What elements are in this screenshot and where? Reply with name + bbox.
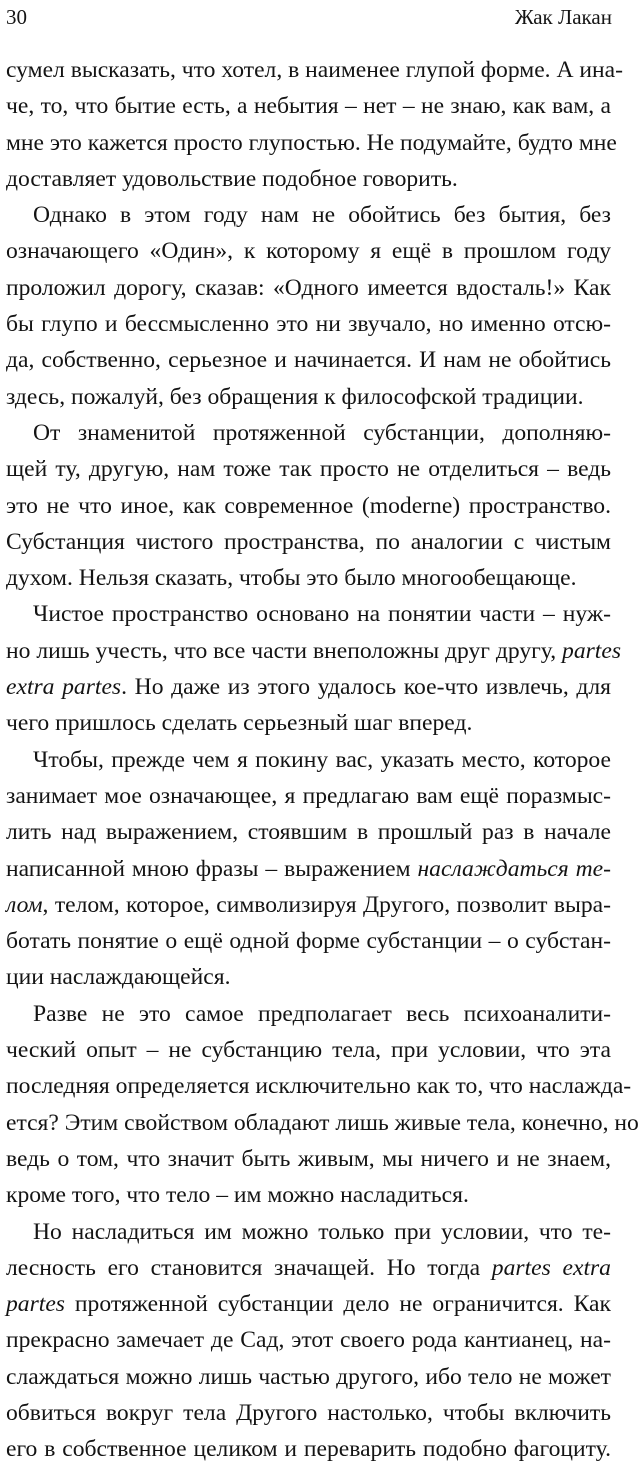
text-line: лить над выражением, стоявшим в прошлый раз в начале xyxy=(6,819,611,846)
running-head-author: Жак Лакан xyxy=(514,5,612,29)
text-line: Чтобы, прежде чем я покину вас, указать место, которое xyxy=(33,746,611,773)
text-line: ботать понятие о ещё одной форме субстанции – о субстан- xyxy=(6,928,611,955)
text-run: написанной мною фразы – выражением xyxy=(6,855,418,882)
italic-phrase: partes xyxy=(562,637,622,664)
text-line: ции наслаждающейся. xyxy=(6,964,231,991)
text-line: означающего «Один», к которому я ещё в прошлом году xyxy=(6,238,611,265)
italic-phrase: лом xyxy=(6,891,43,918)
text-line: мне это кажется просто глупостью. Не подумайте, будто мне xyxy=(6,129,617,156)
text-line: проложил дорогу, сказав: «Одного имеется вдосталь!» Как xyxy=(6,274,611,301)
text-line: чего пришлось сделать серьезный шаг вперед. xyxy=(6,710,473,737)
paragraph xyxy=(6,996,639,1214)
text-line xyxy=(6,1250,611,1286)
paragraph xyxy=(6,1214,611,1468)
text-line: сумел высказать, что хотел, в наименее глупой форме. А ина- xyxy=(6,57,623,83)
text-line xyxy=(6,633,622,669)
text-line xyxy=(6,1286,611,1322)
text-line: щей ту, другую, нам тоже так просто не отделиться – ведь xyxy=(6,456,611,483)
text-run: но лишь учесть, что все части внеположны друг другу, xyxy=(6,637,563,664)
text-line: кроме того, что тело – им можно насладиться. xyxy=(6,1182,469,1209)
paragraph xyxy=(6,415,611,596)
text-line: Субстанция чистого пространства, по аналогии с чистым xyxy=(6,528,611,555)
text-line: Однако в этом году нам не обойтись без бытия, без xyxy=(33,202,611,229)
paragraph xyxy=(6,197,611,415)
text-line: Но насладиться им можно только при условии, что те- xyxy=(33,1218,611,1245)
italic-phrase: extra partes xyxy=(6,674,122,701)
text-line: это не что иное, как современное (moderne) пространство. xyxy=(6,492,611,519)
text-line: его в собственное целиком и переварить подобно фагоциту. xyxy=(6,1436,611,1463)
paragraph xyxy=(6,596,622,741)
text-line xyxy=(6,851,611,887)
italic-phrase: наслаждаться те- xyxy=(417,855,612,882)
italic-phrase: partes xyxy=(6,1291,65,1318)
text-line: Чистое пространство основано на понятии части – нуж- xyxy=(33,601,611,628)
text-line: занимает мое означающее, я предлагаю вам ещё поразмыс- xyxy=(6,782,611,809)
text-line: слаждаться можно лишь частью другого, ибо тело не может xyxy=(6,1363,611,1390)
text-line: прекрасно замечает де Сад, этот своего рода кантианец, на- xyxy=(6,1327,611,1354)
text-line: От знаменитой протяженной субстанции, дополняю- xyxy=(33,419,611,446)
text-run: , телом, которое, символизируя Другого, позволит выра- xyxy=(42,891,611,918)
page-header xyxy=(6,2,612,32)
paragraph xyxy=(6,52,623,197)
text-line: обвиться вокруг тела Другого настолько, чтобы включить xyxy=(6,1399,611,1426)
text-run: лесность его становится значащей. Но тогда xyxy=(6,1254,492,1281)
paragraph xyxy=(6,742,611,996)
text-line: бы глупо и бессмысленно это ни звучало, но именно отсю- xyxy=(6,311,611,338)
text-line: че, то, что бытие есть, а небытия – нет – не знаю, как вам, а xyxy=(6,93,611,120)
text-line: последняя определяется исключительно как то, что наслажда- xyxy=(6,1073,632,1100)
italic-phrase: partes extra xyxy=(491,1254,611,1281)
text-line: здесь, пожалуй, без обращения к философской традиции. xyxy=(6,383,584,410)
text-line: да, собственно, серьезное и начинается. И нам не обойтись xyxy=(6,347,611,374)
text-line xyxy=(6,887,611,923)
text-line: ется? Этим свойством обладают лишь живые тела, конечно, но xyxy=(6,1109,639,1136)
text-line: духом. Нельзя сказать, чтобы это было многообещающе. xyxy=(6,565,577,592)
text-run: протяженной субстанции дело не ограничится. Как xyxy=(64,1291,611,1318)
text-line: ведь о том, что значит быть живым, мы ничего и не знаем, xyxy=(6,1145,611,1172)
text-line: Разве не это самое предполагает весь психоаналити- xyxy=(33,1000,611,1027)
text-line: доставляет удовольствие подобное говорить. xyxy=(6,165,458,192)
body-text xyxy=(6,52,639,1468)
text-line xyxy=(6,669,611,705)
text-run: . Но даже из этого удалось кое-что извлечь, для xyxy=(121,674,611,701)
page-number: 30 xyxy=(6,5,27,29)
text-line: ческий опыт – не субстанцию тела, при условии, что эта xyxy=(6,1037,611,1064)
